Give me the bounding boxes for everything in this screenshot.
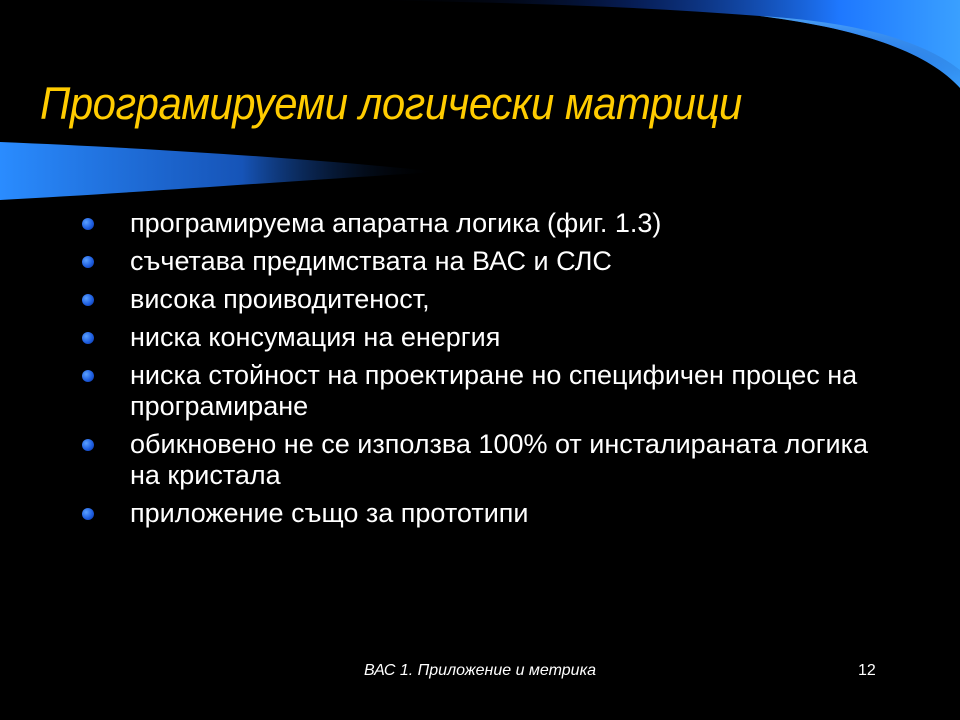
bullet-text: висока проиводитеност, xyxy=(130,284,430,314)
slide-title: Програмируеми логически матрици xyxy=(40,78,742,129)
bullet-item xyxy=(82,360,882,422)
bullet-item xyxy=(82,246,882,277)
slide-footer: ВАС 1. Приложение и метрика xyxy=(363,662,597,679)
bullet-text: приложение също за прототипи xyxy=(130,498,529,528)
bullet-text: обикновено не се използва 100% от инсталираната логика на кристала xyxy=(130,429,869,490)
bullet-icon xyxy=(82,439,94,451)
bullet-item xyxy=(82,208,882,239)
bullet-text: програмируема апаратна логика (фиг. 1.3) xyxy=(130,208,662,238)
bullet-icon xyxy=(82,256,94,268)
decorative-swoosh-left xyxy=(0,138,440,202)
bullet-text: ниска стойност на проектиране но специфичен процес на програмиране xyxy=(130,360,858,421)
bullet-text: ниска консумация на енергия xyxy=(130,322,501,352)
bullet-icon xyxy=(82,218,94,230)
page-number: 12 xyxy=(858,662,876,679)
bullet-item xyxy=(82,284,882,315)
bullet-icon xyxy=(82,370,94,382)
bullet-icon xyxy=(82,332,94,344)
bullet-item xyxy=(82,429,882,491)
bullet-item xyxy=(82,498,882,529)
bullet-list xyxy=(82,208,882,536)
bullet-text: съчетава предимствата на ВАС и СЛС xyxy=(130,246,612,276)
bullet-icon xyxy=(82,508,94,520)
bullet-item xyxy=(82,322,882,353)
bullet-icon xyxy=(82,294,94,306)
